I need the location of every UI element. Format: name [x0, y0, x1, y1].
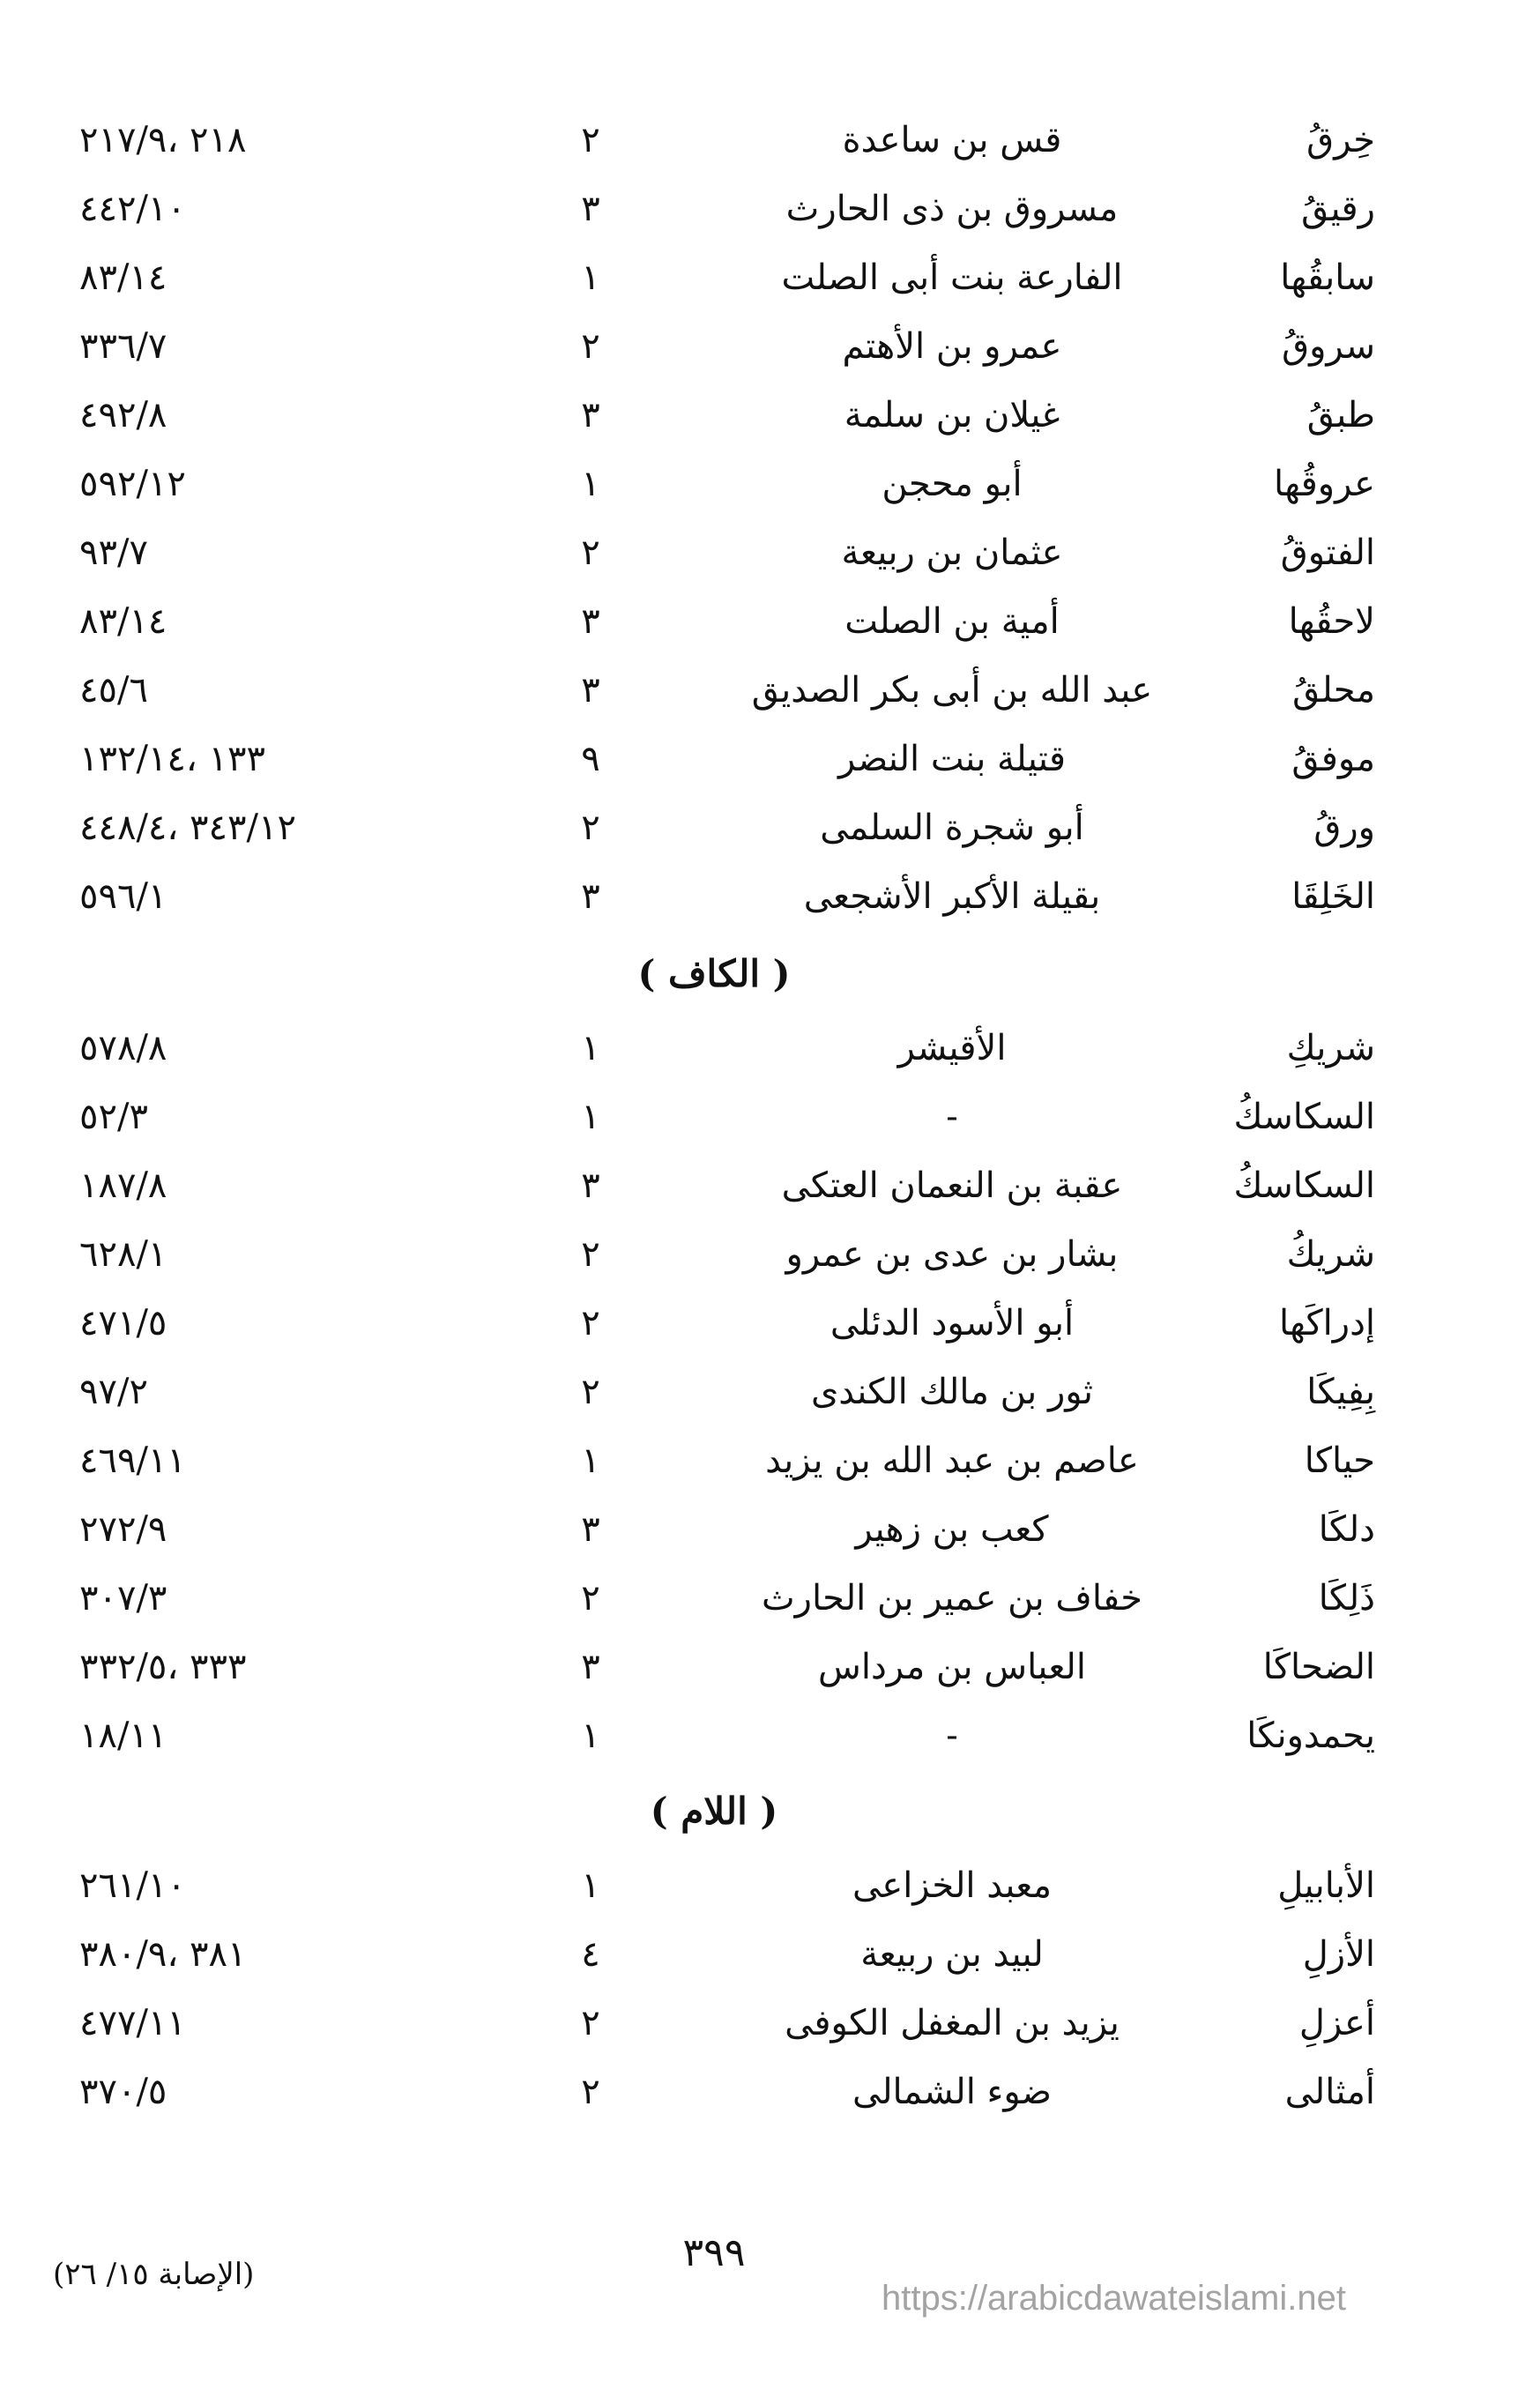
poet-name: عقبة بن النعمان العتكى	[781, 1165, 1123, 1206]
table-row	[53, 862, 1375, 931]
verse-count: ٣	[581, 876, 600, 917]
volume-page-ref: ٣٨١ ،٣٨٠/٩	[79, 1934, 247, 1975]
table-row	[53, 725, 1375, 793]
rhyme-word: الأبابيلِ	[1277, 1865, 1375, 1906]
verse-count: ٤	[581, 1934, 600, 1975]
verse-count: ٢	[581, 326, 600, 367]
footer-source-ref: (الإصابة ١٥/ ٢٦)	[53, 2257, 255, 2292]
poet-name: العباس بن مرداس	[818, 1647, 1086, 1687]
table-row	[53, 1151, 1375, 1220]
page-number: ٣٩٩	[682, 2230, 746, 2275]
poet-name: أبو شجرة السلمى	[820, 808, 1084, 848]
volume-page-ref: ٥٧٨/٨	[79, 1028, 167, 1068]
rhyme-word: عروقُها	[1274, 464, 1375, 504]
poet-name: قتيلة بنت النضر	[838, 739, 1066, 779]
volume-page-ref: ٤٦٩/١١	[79, 1440, 186, 1481]
table-row	[53, 381, 1375, 450]
rhyme-word: رقيقُ	[1301, 189, 1375, 229]
section-lam	[53, 1851, 1375, 2126]
table-row	[53, 1358, 1375, 1426]
table-row	[53, 1220, 1375, 1289]
section-kaf	[53, 1014, 1375, 1770]
verse-count: ١	[581, 1440, 600, 1481]
poet-name: -	[946, 1716, 958, 1756]
poet-name: بشار بن عدى بن عمرو	[785, 1234, 1119, 1275]
poet-name: قس بن ساعدة	[842, 120, 1062, 160]
volume-page-ref: ٥٩٢/١٢	[79, 464, 186, 504]
table-row	[53, 450, 1375, 518]
table-row	[53, 1564, 1375, 1633]
rhyme-word: الخَلِقَا	[1291, 876, 1375, 917]
section-heading-kaf: ( الكاف )	[637, 952, 791, 995]
poet-name: لبيد بن ربيعة	[860, 1934, 1044, 1975]
rhyme-word: الضحاكَا	[1262, 1647, 1375, 1687]
poet-name: بقيلة الأكبر الأشجعى	[803, 876, 1101, 917]
rhyme-word: سابقُها	[1280, 257, 1375, 298]
verse-count: ١	[581, 1865, 600, 1906]
rhyme-word: أمثالى	[1284, 2072, 1375, 2112]
verse-count: ٣	[581, 189, 600, 229]
table-row	[53, 106, 1375, 175]
table-row	[53, 175, 1375, 243]
section-qaf	[53, 106, 1375, 931]
verse-count: ١	[581, 1097, 600, 1137]
poet-name: عمرو بن الأهتم	[842, 326, 1062, 367]
verse-count: ٢	[581, 2003, 600, 2043]
table-row	[53, 587, 1375, 656]
poet-name: يزيد بن المغفل الكوفى	[785, 2003, 1120, 2043]
section-heading-lam: ( اللام )	[650, 1790, 778, 1833]
table-row	[53, 793, 1375, 862]
volume-page-ref: ٣٠٧/٣	[79, 1578, 167, 1619]
volume-page-ref: ٤٩٢/٨	[79, 395, 167, 435]
verse-count: ٩	[581, 739, 600, 779]
verse-count: ٢	[581, 532, 600, 573]
volume-page-ref: ٢٦١/١٠	[79, 1865, 186, 1906]
rhyme-word: طبقُ	[1306, 395, 1375, 435]
volume-page-ref: ٣٤٣/١٢ ،٤٤٨/٤	[79, 808, 296, 848]
rhyme-word: شريكِ	[1286, 1028, 1375, 1068]
verse-count: ٢	[581, 1372, 600, 1412]
table-row	[53, 1014, 1375, 1083]
verse-count: ٢	[581, 1234, 600, 1275]
table-row	[53, 656, 1375, 725]
verse-count: ٣	[581, 670, 600, 711]
verse-count: ٣	[581, 395, 600, 435]
poet-name: ثور بن مالك الكندى	[810, 1372, 1094, 1412]
volume-page-ref: ١٣٣ ،١٣٢/١٤	[79, 739, 265, 779]
volume-page-ref: ٩٧/٢	[79, 1372, 148, 1412]
rhyme-word: إدراكَها	[1278, 1303, 1375, 1343]
rhyme-word: خِرقُ	[1306, 120, 1375, 160]
volume-page-ref: ١٨/١١	[79, 1716, 167, 1756]
rhyme-word: شريكُ	[1286, 1234, 1375, 1275]
volume-page-ref: ٤٥/٦	[79, 670, 148, 711]
rhyme-word: السكاسكُ	[1233, 1165, 1375, 1206]
table-row	[53, 1495, 1375, 1564]
poet-name: ضوء الشمالى	[852, 2072, 1052, 2112]
volume-page-ref: ٣٣٦/٧	[79, 326, 167, 367]
poet-name: أمية بن الصلت	[844, 601, 1060, 642]
verse-count: ٢	[581, 1578, 600, 1619]
table-row	[53, 1701, 1375, 1770]
rhyme-word: أعزلِ	[1298, 2003, 1375, 2043]
verse-count: ٣	[581, 1509, 600, 1550]
verse-count: ٢	[581, 808, 600, 848]
verse-count: ٣	[581, 1647, 600, 1687]
rhyme-word: بِفِيكَا	[1306, 1372, 1375, 1412]
poet-name: معبد الخزاعى	[852, 1865, 1052, 1906]
table-row	[53, 1426, 1375, 1495]
rhyme-word: الأزلِ	[1302, 1934, 1375, 1975]
volume-page-ref: ٢٧٢/٩	[79, 1509, 167, 1550]
volume-page-ref: ٩٣/٧	[79, 532, 148, 573]
poet-name: خفاف بن عمير بن الحارث	[761, 1578, 1143, 1619]
rhyme-word: حياكا	[1304, 1440, 1375, 1481]
volume-page-ref: ٥٩٦/١	[79, 876, 167, 917]
poet-name: الفارعة بنت أبى الصلت	[781, 257, 1123, 298]
rhyme-word: الفتوقُ	[1280, 532, 1375, 573]
volume-page-ref: ٦٢٨/١	[79, 1234, 167, 1275]
poet-name: أبو الأسود الدئلى	[830, 1303, 1075, 1343]
volume-page-ref: ٤٧١/٥	[79, 1303, 167, 1343]
verse-count: ١	[581, 1716, 600, 1756]
rhyme-word: موفقُ	[1291, 739, 1375, 779]
rhyme-word: يحمدونكَا	[1246, 1716, 1375, 1756]
volume-page-ref: ٤٧٧/١١	[79, 2003, 186, 2043]
table-row	[53, 243, 1375, 312]
table-row	[53, 1633, 1375, 1701]
rhyme-word: سروقُ	[1282, 326, 1375, 367]
poet-name: الأقيشر	[897, 1028, 1007, 1068]
verse-count: ٣	[581, 1165, 600, 1206]
poet-name: مسروق بن ذى الحارث	[785, 189, 1119, 229]
table-row	[53, 1989, 1375, 2058]
table-row	[53, 1920, 1375, 1989]
rhyme-word: ورقُ	[1313, 808, 1375, 848]
volume-page-ref: ٨٣/١٤	[79, 257, 167, 298]
poet-name: أبو محجن	[882, 464, 1023, 504]
verse-count: ٣	[581, 601, 600, 642]
volume-page-ref: ٨٣/١٤	[79, 601, 167, 642]
rhyme-word: لاحقُها	[1288, 601, 1375, 642]
poet-name: كعب بن زهير	[855, 1509, 1049, 1550]
table-row	[53, 2058, 1375, 2126]
watermark-url: https://arabicdawateislami.net	[882, 2279, 1346, 2318]
verse-count: ٢	[581, 120, 600, 160]
verse-count: ٢	[581, 1303, 600, 1343]
table-row	[53, 1851, 1375, 1920]
rhyme-word: دلكَا	[1318, 1509, 1375, 1550]
poet-name: عبد الله بن أبى بكر الصديق	[751, 670, 1153, 711]
table-row	[53, 312, 1375, 381]
verse-count: ١	[581, 1028, 600, 1068]
poet-name: عاصم بن عبد الله بن يزيد	[765, 1440, 1139, 1481]
volume-page-ref: ٥٢/٣	[79, 1097, 148, 1137]
verse-count: ٢	[581, 2072, 600, 2112]
volume-page-ref: ٣٧٠/٥	[79, 2072, 167, 2112]
verse-count: ١	[581, 464, 600, 504]
poet-name: غيلان بن سلمة	[844, 395, 1060, 435]
table-row	[53, 1289, 1375, 1358]
rhyme-word: ذَلِكَا	[1318, 1578, 1375, 1619]
verse-count: ١	[581, 257, 600, 298]
table-row	[53, 518, 1375, 587]
poet-name: -	[946, 1097, 958, 1137]
table-row	[53, 1083, 1375, 1151]
volume-page-ref: ٣٣٣ ،٣٣٢/٥	[79, 1647, 247, 1687]
rhyme-word: السكاسكُ	[1233, 1097, 1375, 1137]
volume-page-ref: ٤٤٢/١٠	[79, 189, 186, 229]
volume-page-ref: ١٨٧/٨	[79, 1165, 167, 1206]
rhyme-word: محلقُ	[1292, 670, 1375, 711]
volume-page-ref: ٢١٨ ،٢١٧/٩	[79, 120, 247, 160]
poet-name: عثمان بن ربيعة	[841, 532, 1063, 573]
